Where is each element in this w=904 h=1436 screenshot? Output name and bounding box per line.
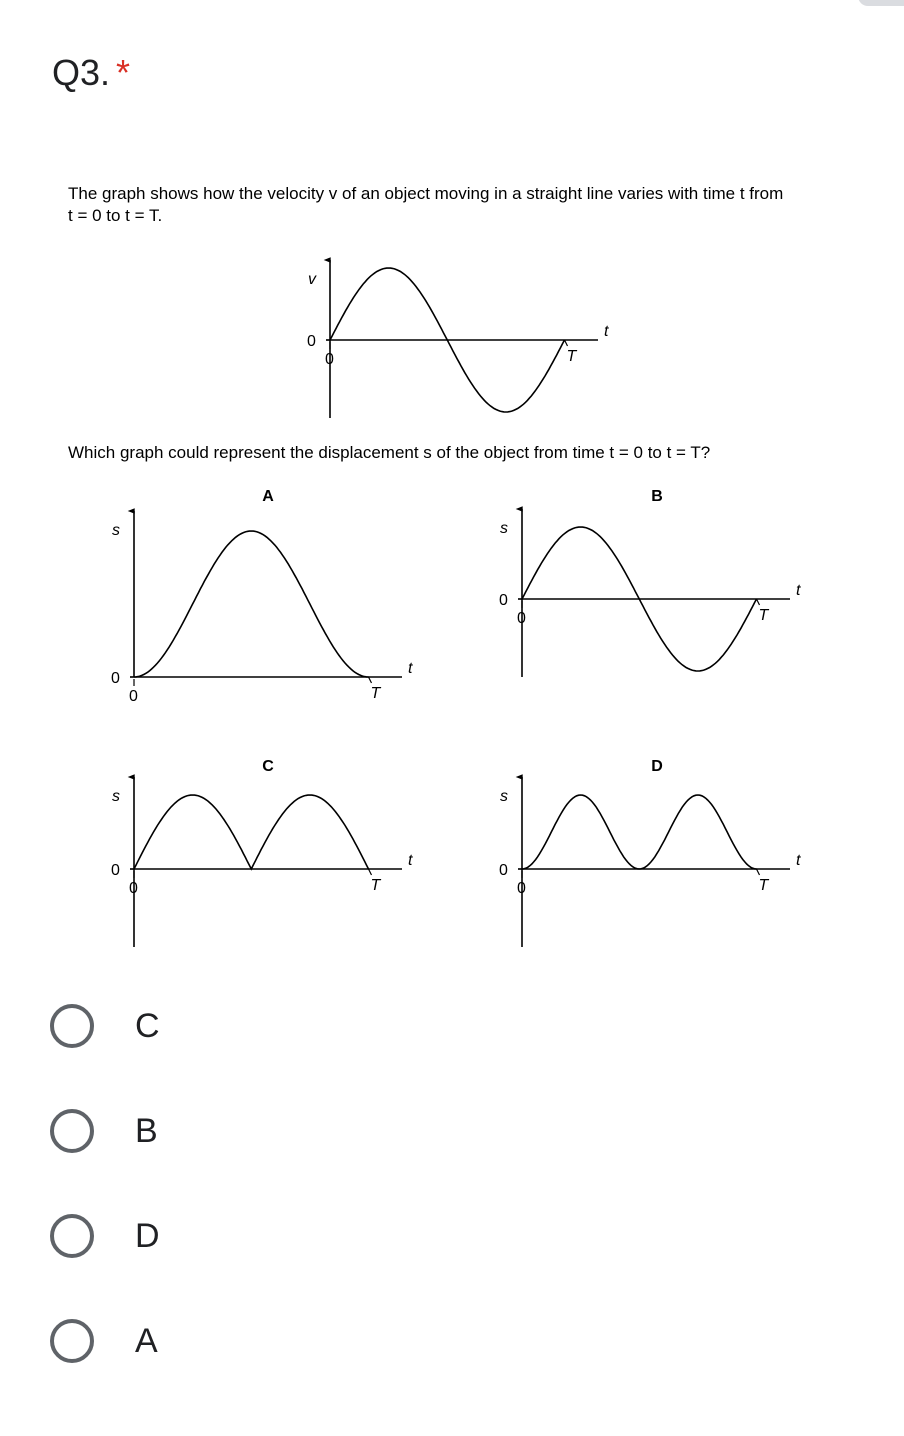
- origin-y-label: 0: [111, 862, 120, 879]
- graph-a: [111, 511, 413, 705]
- end-time-label: T: [370, 685, 381, 702]
- intro-line-1: The graph shows how the velocity v of an object moving in a straight line varies with time t from: [68, 184, 784, 203]
- origin-x-label: 0: [517, 880, 526, 897]
- radio-button[interactable]: [50, 1214, 94, 1258]
- graph-c: [111, 777, 413, 947]
- x-axis-label: t: [796, 582, 801, 599]
- y-axis-label: s: [112, 788, 120, 805]
- prompt-text: Which graph could represent the displacement s of the object from time t = 0 to t = T?: [68, 443, 711, 462]
- end-time-label: T: [566, 348, 577, 365]
- y-axis-label: s: [112, 522, 120, 539]
- origin-y-label: 0: [307, 333, 316, 350]
- axis-ticks: [518, 869, 760, 878]
- option-b[interactable]: [50, 1103, 350, 1159]
- option-a[interactable]: [50, 1313, 350, 1369]
- graph-b: [499, 509, 801, 677]
- option-label: B: [135, 1112, 158, 1150]
- option-label: A: [135, 1322, 158, 1360]
- x-axis-label: t: [408, 660, 413, 677]
- velocity-graph: [307, 260, 609, 418]
- y-axis-label: s: [500, 788, 508, 805]
- origin-x-label: 0: [325, 351, 334, 368]
- graph-d: [499, 777, 801, 947]
- origin-y-label: 0: [111, 670, 120, 687]
- intro-line-2: t = 0 to t = T.: [68, 206, 163, 225]
- origin-x-label: 0: [517, 610, 526, 627]
- end-time-label: T: [758, 607, 769, 624]
- radio-button[interactable]: [50, 1004, 94, 1048]
- end-time-label: T: [758, 877, 769, 894]
- end-time-label: T: [370, 877, 381, 894]
- radio-button[interactable]: [50, 1319, 94, 1363]
- option-label: C: [135, 1007, 160, 1045]
- x-axis-label: t: [796, 852, 801, 869]
- axis-ticks: [326, 340, 568, 349]
- origin-x-label: 0: [129, 880, 138, 897]
- origin-y-label: 0: [499, 862, 508, 879]
- graph-d-curve: [522, 795, 757, 869]
- question-number: Q3.: [52, 52, 111, 93]
- option-label: D: [135, 1217, 160, 1255]
- y-axis-label: v: [308, 271, 316, 288]
- graph-a-title: A: [262, 488, 274, 505]
- x-axis-label: t: [408, 852, 413, 869]
- graph-a-curve: [134, 531, 369, 677]
- option-c[interactable]: [50, 998, 350, 1054]
- origin-x-label: 0: [129, 688, 138, 705]
- required-asterisk: *: [116, 52, 131, 93]
- graph-c-title: C: [262, 758, 274, 775]
- axis-ticks: [130, 677, 372, 686]
- x-axis-label: t: [604, 323, 609, 340]
- origin-y-label: 0: [499, 592, 508, 609]
- radio-button[interactable]: [50, 1109, 94, 1153]
- graph-d-title: D: [651, 758, 663, 775]
- y-axis-label: s: [500, 520, 508, 537]
- axis-ticks: [130, 869, 372, 878]
- option-d[interactable]: [50, 1208, 350, 1264]
- graph-b-title: B: [651, 488, 663, 505]
- graph-c-curve: [134, 795, 369, 869]
- axis-ticks: [518, 599, 760, 608]
